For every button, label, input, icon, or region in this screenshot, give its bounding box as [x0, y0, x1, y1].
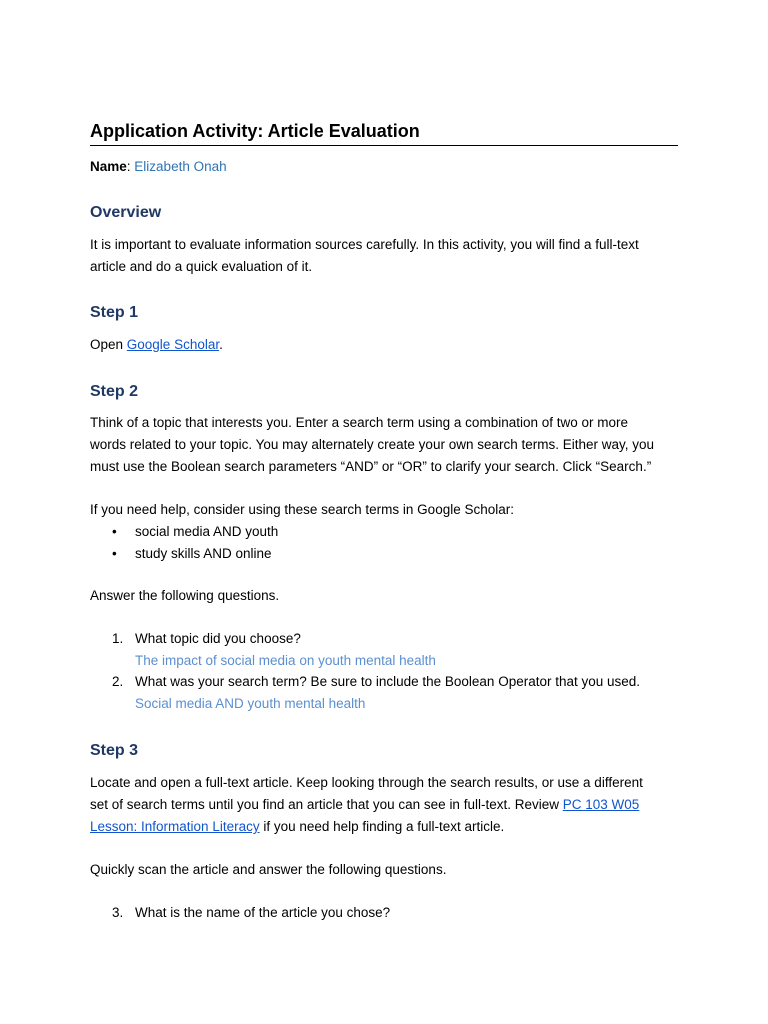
- step2-instructions: [90, 412, 678, 478]
- overview-line-1: It is important to evaluate information sources carefully. In this activity, you will find a full-text: [90, 237, 639, 252]
- step2-section: [90, 381, 678, 403]
- step3-scan: [90, 859, 678, 881]
- name-colon: :: [126, 159, 135, 174]
- question-text: What topic did you choose?: [135, 631, 301, 646]
- step3-line-2-text: set of search terms until you find an article that you can see in full-text. Review: [90, 797, 563, 812]
- question-item: [90, 628, 678, 650]
- question-list: [90, 628, 678, 714]
- overview-line-2: article and do a quick evaluation of it.: [90, 259, 313, 274]
- bullet-icon: •: [112, 545, 117, 561]
- step3-line-3: [90, 816, 678, 838]
- step3-line-1: Locate and open a full-text article. Keep looking through the search results, or use a different: [90, 775, 643, 790]
- overview-heading: Overview: [90, 204, 162, 221]
- question-item: [90, 902, 678, 924]
- overview-section: [90, 202, 678, 224]
- step1-text: [90, 334, 678, 356]
- title-block: [90, 118, 678, 177]
- step1-open-text: Open: [90, 337, 127, 352]
- google-scholar-link[interactable]: Google Scholar: [126, 337, 220, 352]
- step2-line-2: words related to your topic. You may alternately create your own search terms. Either way, you: [90, 437, 655, 452]
- step3-questions: [90, 902, 678, 924]
- answer-text: Social media AND youth mental health: [135, 695, 366, 711]
- list-item: [90, 543, 678, 565]
- step3-instructions: [90, 772, 678, 838]
- answer-item: [90, 650, 678, 672]
- lesson-link-part-1[interactable]: PC 103 W05: [562, 797, 640, 812]
- step3-line-2: [90, 794, 678, 816]
- step3-heading: Step 3: [90, 742, 139, 759]
- lesson-link-part-2[interactable]: Lesson: Information Literacy: [90, 819, 260, 834]
- step1-heading: Step 1: [90, 304, 139, 321]
- document-title: Application Activity: Article Evaluation: [90, 118, 678, 146]
- step2-questions: [90, 628, 678, 714]
- question-number: 3.: [112, 905, 124, 920]
- answer-item: [90, 693, 678, 715]
- bullet-text: study skills AND online: [135, 545, 272, 561]
- step3-line-3-text: if you need help finding a full-text article.: [259, 819, 505, 834]
- name-value: Elizabeth Onah: [134, 159, 227, 174]
- step1-period: .: [219, 337, 223, 352]
- step1-paragraph: [90, 334, 678, 356]
- question-number: 1.: [112, 631, 124, 646]
- step1-section: [90, 302, 678, 324]
- bullet-text: social media AND youth: [135, 524, 279, 539]
- name-line: [90, 157, 678, 177]
- step2-line-3: must use the Boolean search parameters “AND” or “OR” to clarify your search. Click “Search.”: [90, 459, 652, 474]
- answer-prompt-text: Answer the following questions.: [90, 588, 280, 603]
- step3-section: [90, 740, 678, 762]
- step2-help-text: If you need help, consider using these search terms in Google Scholar:: [90, 502, 514, 517]
- question-list: [90, 902, 678, 924]
- question-number: 2.: [112, 674, 124, 689]
- list-item: [90, 521, 678, 543]
- step2-heading: Step 2: [90, 383, 139, 400]
- step2-line-1: Think of a topic that interests you. Enter a search term using a combination of two or more: [90, 415, 629, 430]
- answer-text: The impact of social media on youth mental health: [135, 652, 436, 668]
- question-item: [90, 671, 678, 693]
- overview-text: [90, 234, 678, 278]
- scan-text: Quickly scan the article and answer the following questions.: [90, 862, 447, 877]
- search-term-list: [90, 521, 678, 564]
- question-text: What is the name of the article you chose?: [135, 905, 391, 920]
- question-text: What was your search term? Be sure to include the Boolean Operator that you used.: [135, 674, 641, 689]
- step2-answer-prompt: [90, 585, 678, 607]
- step2-help: [90, 499, 678, 564]
- name-label: Name: [90, 159, 127, 174]
- bullet-icon: •: [112, 524, 117, 539]
